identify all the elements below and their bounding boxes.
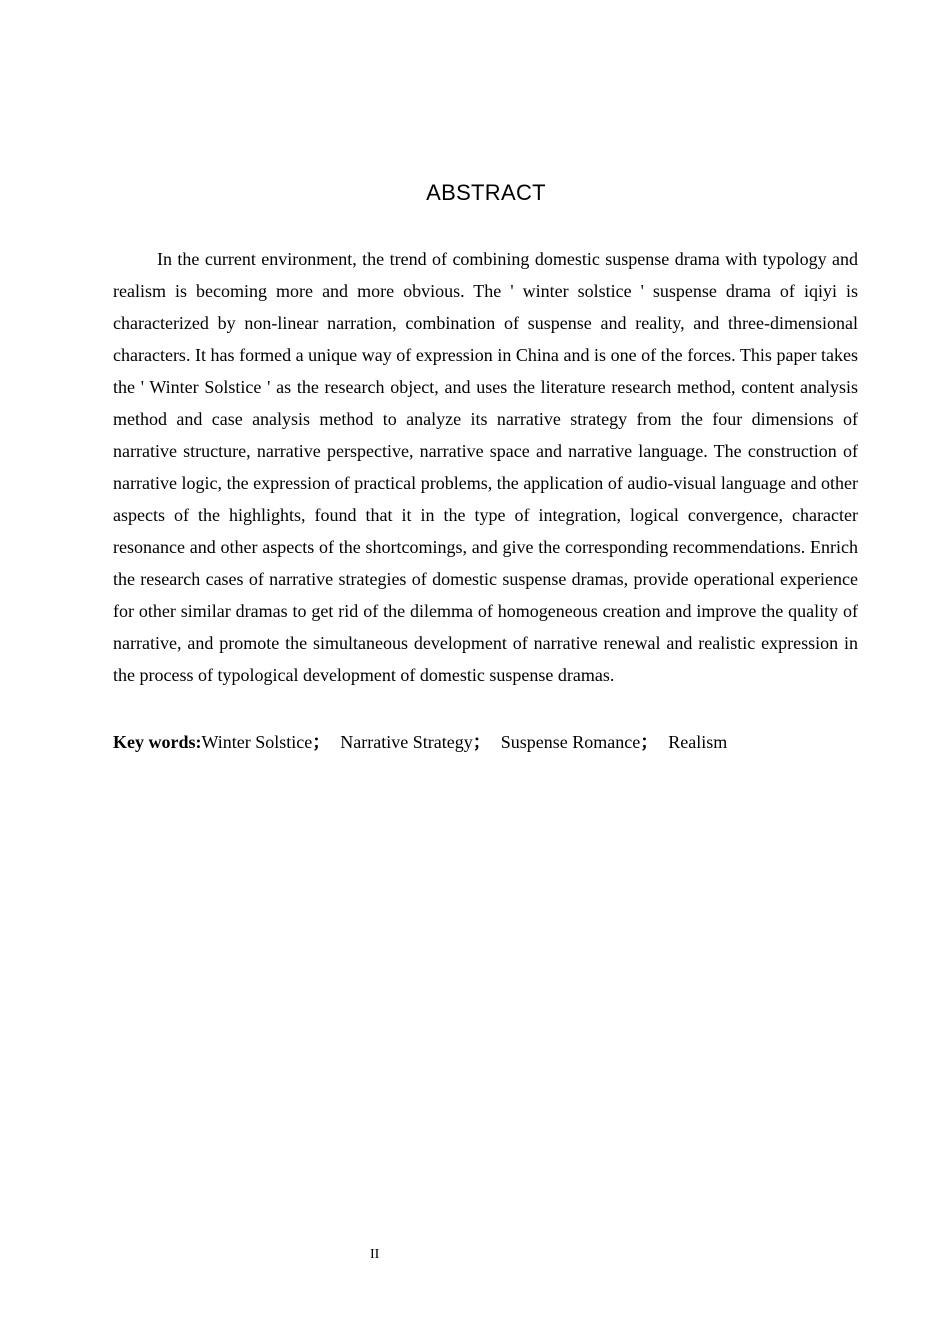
keyword-item: Narrative Strategy <box>340 732 473 752</box>
keyword-item: Suspense Romance <box>500 732 641 752</box>
keyword-separator: ； <box>640 732 659 752</box>
keyword-separator: ； <box>472 732 491 752</box>
abstract-title: ABSTRACT <box>426 180 546 205</box>
keyword-item: Realism <box>668 732 728 752</box>
keyword-item: Winter Solstice <box>201 732 313 752</box>
abstract-paragraph: In the current environment, the trend of combining domestic suspense drama with typology and realism is becoming more and more obvious. The ' winter solstice ' suspense drama of iqiyi is characterized by non-linear narration, combination of suspense and reality, and three-dimensional characters. It has formed a unique way of expression in China and is one of the forces. This paper takes the ' Winter Solstice ' as the research object, and uses the literature research method, content analysis method and case analysis method to analyze its narrative strategy from the four dimensions of narrative structure, narrative perspective, narrative space and narrative language. The construction of narrative logic, the expression of practical problems, the application of audio-visual language and other aspects of the highlights, found that it in the type of integration, logical convergence, character resonance and other aspects of the shortcomings, and give the corresponding recommendations. Enrich the research cases of narrative strategies of domestic suspense dramas, provide operational experience for other similar dramas to get rid of the dilemma of homogeneous creation and improve the quality of narrative, and promote the simultaneous development of narrative renewal and realistic expression in the process of typological development of domestic suspense dramas. <box>113 249 858 685</box>
keywords-label: Key words: <box>113 732 202 752</box>
keywords-line <box>113 726 858 758</box>
page-number: II <box>370 1247 380 1262</box>
keyword-separator: ； <box>312 732 331 752</box>
